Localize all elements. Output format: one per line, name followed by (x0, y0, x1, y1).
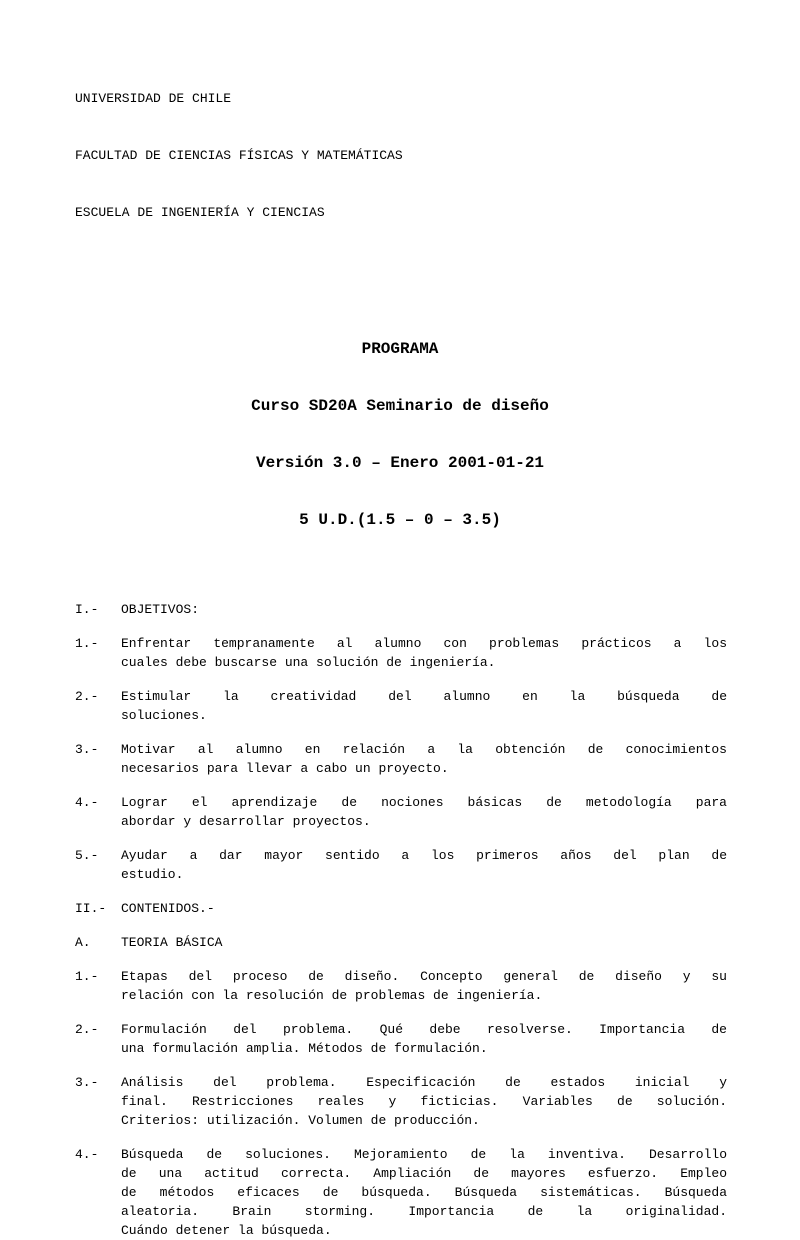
letterhead-line-school: ESCUELA DE INGENIERÍA Y CIENCIAS (75, 205, 325, 220)
paragraph-text (121, 967, 727, 1005)
paragraph-text (121, 600, 727, 619)
paragraph (75, 1145, 800, 1240)
paragraph-line: relación con la resolución de problemas de ingeniería. (121, 988, 543, 1003)
paragraph-marker: 3.- (75, 1075, 99, 1090)
title-line-programa: PROGRAMA (361, 340, 439, 358)
paragraph (75, 634, 800, 672)
paragraph-marker: 2.- (75, 689, 99, 704)
title-line-credits: 5 U.D.(1.5 – 0 – 3.5) (299, 511, 501, 529)
paragraph-text (121, 1145, 727, 1240)
paragraph-text (121, 634, 727, 672)
paragraph (75, 846, 800, 884)
paragraph-line: Enfrentar tempranamente al alumno con problemas prácticos a los (121, 636, 727, 651)
paragraph-text (121, 1073, 727, 1130)
paragraph (75, 1073, 800, 1130)
paragraph-line: OBJETIVOS: (121, 602, 200, 617)
paragraph-text (121, 846, 727, 884)
paragraph-line: de una actitud correcta. Ampliación de mayores esfuerzo. Empleo (121, 1166, 727, 1181)
paragraph-line: Motivar al alumno en relación a la obtención de conocimientos (121, 742, 727, 757)
paragraph-line: cuales debe buscarse una solución de ingeniería. (121, 655, 496, 670)
paragraph-line: estudio. (121, 867, 184, 882)
paragraph-marker: II.- (75, 901, 107, 916)
paragraph-marker: A. (75, 935, 91, 950)
letterhead-line-faculty: FACULTAD DE CIENCIAS FÍSICAS Y MATEMÁTICAS (75, 148, 403, 163)
title-line-version: Versión 3.0 – Enero 2001-01-21 (255, 454, 545, 472)
paragraph-line: Búsqueda de soluciones. Mejoramiento de la inventiva. Desarrollo (121, 1147, 727, 1162)
paragraph-line: CONTENIDOS.- (121, 901, 215, 916)
paragraph-marker: 4.- (75, 1147, 99, 1162)
paragraph-text (121, 740, 727, 778)
paragraph-line: TEORIA BÁSICA (121, 935, 223, 950)
paragraph (75, 933, 800, 952)
document-title (0, 302, 800, 568)
paragraph-line: de métodos eficaces de búsqueda. Búsqueda sistemáticas. Búsqueda (121, 1185, 727, 1200)
paragraph-line: una formulación amplia. Métodos de formulación. (121, 1041, 488, 1056)
paragraph-marker: 3.- (75, 742, 99, 757)
paragraph-line: final. Restricciones reales y ficticias. Variables de solución. (121, 1094, 727, 1109)
paragraph-marker: 4.- (75, 795, 99, 810)
paragraph-line: necesarios para llevar a cabo un proyecto. (121, 761, 449, 776)
paragraph-line: Estimular la creatividad del alumno en la búsqueda de (121, 689, 727, 704)
paragraph-text (121, 687, 727, 725)
paragraph-line: Lograr el aprendizaje de nociones básicas de metodología para (121, 795, 727, 810)
paragraph-text (121, 899, 727, 918)
paragraph (75, 1020, 800, 1058)
paragraph (75, 687, 800, 725)
paragraph-line: Análisis del problema. Especificación de estados inicial y (121, 1075, 727, 1090)
paragraph (75, 600, 800, 619)
paragraph (75, 967, 800, 1005)
paragraph (75, 740, 800, 778)
paragraph-line: Criterios: utilización. Volumen de producción. (121, 1113, 480, 1128)
paragraph-line: Cuándo detener la búsqueda. (121, 1223, 332, 1238)
paragraph-line: Formulación del problema. Qué debe resolverse. Importancia de (121, 1022, 727, 1037)
document-body (75, 600, 800, 1240)
paragraph-text (121, 1020, 727, 1058)
letterhead-line-university: UNIVERSIDAD DE CHILE (75, 91, 232, 106)
paragraph-text (121, 933, 727, 952)
paragraph-marker: 2.- (75, 1022, 99, 1037)
paragraph-marker: 1.- (75, 636, 99, 651)
letterhead (75, 51, 800, 260)
paragraph (75, 899, 800, 918)
paragraph-line: Etapas del proceso de diseño. Concepto general de diseño y su (121, 969, 727, 984)
paragraph-line: abordar y desarrollar proyectos. (121, 814, 371, 829)
paragraph-marker: 1.- (75, 969, 99, 984)
paragraph-marker: I.- (75, 602, 99, 617)
title-line-course: Curso SD20A Seminario de diseño (251, 397, 549, 415)
paragraph-text (121, 793, 727, 831)
paragraph-line: Ayudar a dar mayor sentido a los primeros años del plan de (121, 848, 727, 863)
paragraph-marker: 5.- (75, 848, 99, 863)
paragraph-line: aleatoria. Brain storming. Importancia de la originalidad. (121, 1204, 727, 1219)
paragraph-line: soluciones. (121, 708, 207, 723)
paragraph (75, 793, 800, 831)
